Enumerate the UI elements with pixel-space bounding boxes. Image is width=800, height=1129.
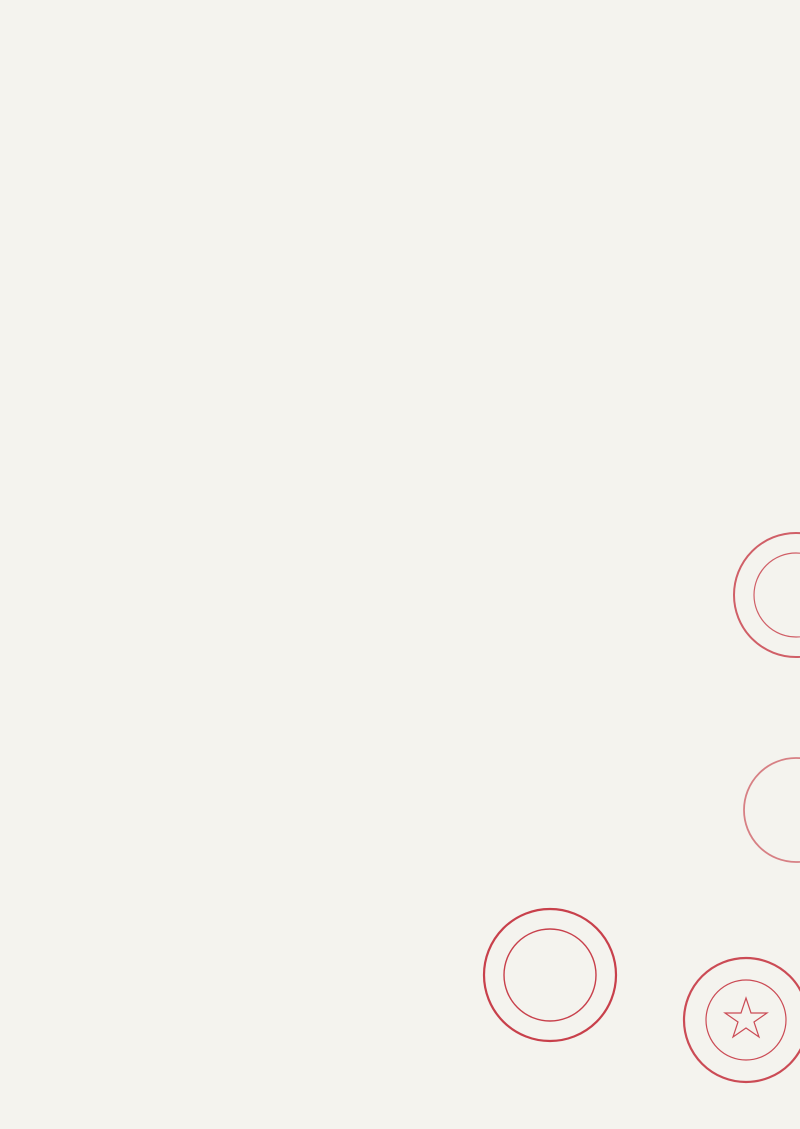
- leaflet-body: [85, 50, 725, 52]
- star-icon: [725, 998, 767, 1037]
- company-stamp: [480, 905, 620, 1045]
- margin-stamp: [728, 520, 800, 670]
- ministry-stamp: [676, 950, 800, 1090]
- margin-stamp-lower: [730, 750, 800, 870]
